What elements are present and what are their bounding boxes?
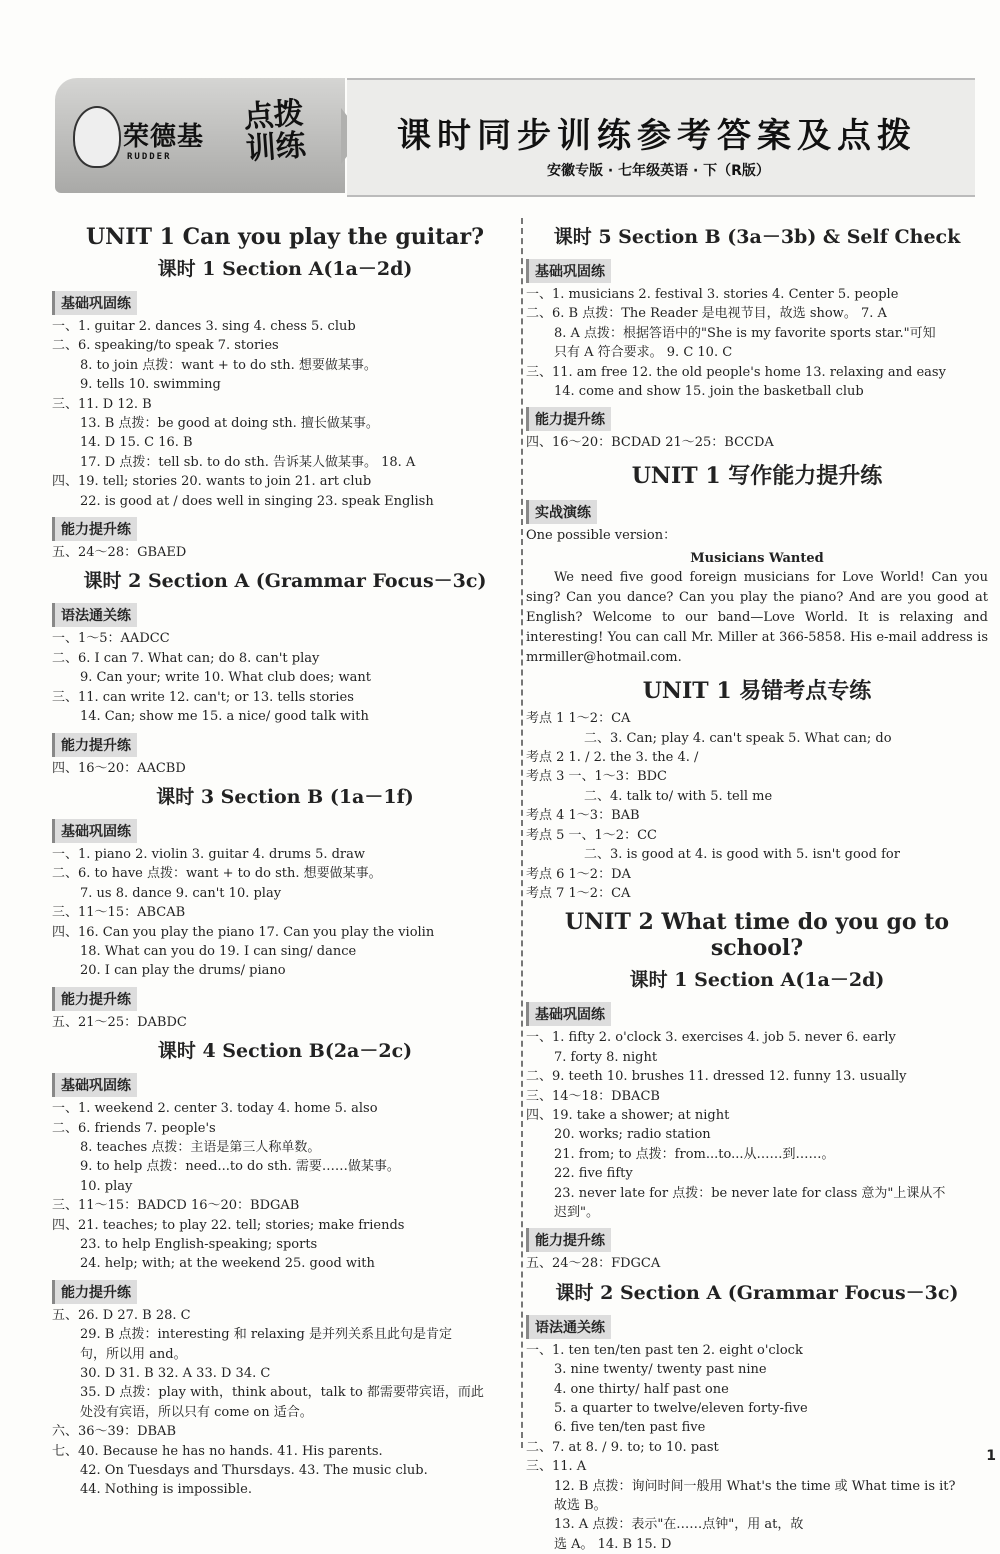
portrait-logo-icon [73,106,121,168]
answer-line: 七、40. Because he has no hands. 41. His parents. [52,1443,383,1459]
answer-line: 14. D 15. C 16. B [80,435,193,451]
section-tag: 能力提升练 [52,733,137,757]
answer-line: 29. B 点拨：interesting 和 relaxing 是并列关系且此句是肯定 [80,1327,452,1343]
section-tag-row [52,813,518,845]
answer-line: 五、26. D 27. B 28. C [52,1307,191,1323]
answer-line: 故选 B。 [554,1498,607,1514]
answer-line: 9. Can your; write 10. What club does; want [80,670,371,686]
answer-line: 四、16～20：AACBD [52,760,186,776]
answer-line: 7. forty 8. night [554,1049,658,1065]
answer-line: 一、1. fifty 2. o'clock 3. exercises 4. job 5. never 6. early [526,1030,896,1046]
answer-line: 14. come and show 15. join the basketball club [554,384,864,400]
answer-line: 二、3. Can; play 4. can't speak 5. What can; do [584,730,892,746]
answer-line: 句，所以用 and。 [80,1346,187,1362]
answer-line: 23. to help English-speaking; sports [80,1237,318,1252]
page-number: 1 [986,1448,996,1464]
section-tag-row [52,511,518,543]
unit-heading: UNIT 2 What time do you go to school? [564,909,950,962]
section-tag-row [526,996,988,1028]
brand-name: 荣德基 [123,122,205,152]
page-title: 课时同步训练参考答案及点拨 [397,116,917,156]
section-tag-row [526,1222,988,1254]
section-tag: 基础巩固练 [52,291,137,315]
unit-heading: UNIT 1 写作能力提升练 [631,462,883,489]
answer-line: 考点 4 1～3：BAB [526,808,640,824]
answer-line: 三、11. D 12. B [52,396,152,412]
answer-line: 四、16～20：BCDAD 21～25：BCCDA [526,435,774,451]
section-tag: 基础巩固练 [526,259,611,283]
section-tag: 能力提升练 [52,517,137,541]
answer-line: 处没有宾语，所以只有 come on 适合。 [80,1404,313,1420]
answer-line: 三、11. am free 12. the old people's home 13. relaxing and easy [526,364,946,380]
answer-line: 44. Nothing is impossible. [80,1482,252,1498]
answer-line: 考点 5 一、1～2：CC [526,827,657,843]
answer-line: 五、21～25：DABDC [52,1014,187,1030]
page-subtitle: 安徽专版 · 七年级英语 · 下（R版） [547,163,770,179]
answer-line: 8. to join 点拨：want + to do sth. 想要做某事。 [80,357,377,373]
badge-line-1: 点拨 [242,95,305,136]
section-tag-row [52,285,518,317]
answer-line: 考点 6 1～2：DA [526,866,631,882]
section-tag: 能力提升练 [526,1228,611,1252]
section-tag: 语法通关练 [526,1315,611,1339]
answer-line: 42. On Tuesdays and Thursdays. 43. The music club. [80,1463,428,1479]
section-tag-row [52,727,518,759]
lesson-heading: 课时 1 Section A(1a－2d) [157,258,413,280]
title-panel [347,78,975,197]
answer-line: 六、36～39：DBAB [52,1424,177,1440]
answer-line: 四、21. teaches; to play 22. tell; stories; make friends [52,1217,405,1233]
answer-line: 20. I can play the drums/ piano [80,963,286,979]
answer-line: 3. nine twenty/ twenty past nine [554,1362,767,1378]
answer-line: 五、24～28：FDGCA [526,1256,661,1272]
answer-line: 22. is good at / does well in singing 23. speak English [80,493,434,509]
answer-line: 24. help; with; at the weekend 25. good with [80,1256,375,1272]
unit-heading: UNIT 1 易错考点专练 [642,678,872,705]
answer-line: 二、7. at 8. / 9. to; to 10. past [526,1439,719,1455]
lesson-heading: 课时 1 Section A(1a－2d) [629,969,885,992]
answer-line: 二、6. I can 7. What can; do 8. can't play [52,650,320,666]
section-tag-row [52,981,518,1013]
answer-line: 18. What can you do 19. I can sing/ dance [80,943,357,959]
section-tag-row [52,1274,518,1306]
series-badge [223,97,328,174]
page-header [55,78,975,193]
section-tag: 基础巩固练 [52,1073,137,1097]
unit-heading: UNIT 1 Can you play the guitar? [86,224,484,250]
answer-line: One possible version： [526,527,677,543]
section-tag-row [526,1309,988,1341]
answer-line: 四、16. Can you play the piano 17. Can you play the violin [52,924,435,940]
answer-line: 考点 7 1～2：CA [526,885,631,901]
answer-line: 四、19. take a shower; at night [526,1107,730,1123]
answer-line: 20. works; radio station [554,1127,711,1143]
answer-line: 8. A 点拨：根据答语中的"She is my favorite sports star."可知 [554,325,936,341]
essay-title: Musicians Wanted [690,551,824,567]
answer-line: 6. five ten/ten past five [554,1420,706,1436]
answer-line: 二、6. to have 点拨：want + to do sth. 想要做某事。 [52,866,382,882]
answer-line: 二、6. friends 7. people's [52,1120,216,1136]
section-tag-row [526,401,988,433]
answer-line: 8. teaches 点拨：主语是第三人称单数。 [80,1139,321,1155]
answer-line: 一、1. ten ten/ten past ten 2. eight o'clock [526,1342,803,1358]
answer-line: 21. from; to 点拨：from...to...从……到……。 [554,1146,835,1162]
answer-line: 三、11～15：ABCAB [52,905,186,921]
answer-line: 二、9. teeth 10. brushes 11. dressed 12. funny 13. usually [526,1069,907,1085]
answer-line: 4. one thirty/ half past one [554,1381,729,1397]
answer-line: 10. play [80,1178,133,1194]
badge-line-2: 训练 [244,127,308,168]
lesson-heading: 课时 4 Section B(2a－2c) [157,1040,413,1063]
answer-line: 三、14～18：DBACB [526,1088,660,1104]
right-column [526,218,988,1554]
answer-line: 一、1. weekend 2. center 3. today 4. home 5. also [52,1101,378,1117]
answer-line: 9. to help 点拨：need...to do sth. 需要……做某事。 [80,1159,400,1175]
answer-line: 23. never late for 点拨：be never late for class 意为"上课从不 [554,1185,946,1201]
answer-line: 一、1. musicians 2. festival 3. stories 4. Center 5. people [526,287,899,302]
answer-line: 二、4. talk to/ with 5. tell me [584,788,773,804]
answer-line: 14. Can; show me 15. a nice/ good talk with [80,709,369,725]
answer-line: 7. us 8. dance 9. can't 10. play [80,885,282,901]
answer-line: 13. B 点拨：be good at doing sth. 擅长做某事。 [80,416,379,432]
column-divider [521,218,523,1448]
lesson-heading: 课时 5 Section B (3a－3b) & Self Check [553,226,961,248]
answer-line: 22. five fifty [554,1166,633,1182]
answer-line: 12. B 点拨：询问时间一般用 What's the time 或 What time is it? [554,1478,956,1494]
lesson-heading: 课时 2 Section A (Grammar Focus－3c) [83,570,487,593]
section-tag-row [52,597,518,629]
answer-line: 四、19. tell; stories 20. wants to join 21. art club [52,474,372,490]
answer-line: 二、6. speaking/to speak 7. stories [52,338,279,354]
answer-line: 9. tells 10. swimming [80,377,221,393]
section-tag: 能力提升练 [52,987,137,1011]
answer-line: 五、24～28：GBAED [52,545,187,561]
answer-line: 二、3. is good at 4. is good with 5. isn't good for [584,847,900,863]
section-tag: 基础巩固练 [526,1002,611,1026]
answer-line: 一、1. piano 2. violin 3. guitar 4. drums 5. draw [52,846,366,862]
answer-line: 30. D 31. B 32. A 33. D 34. C [80,1366,271,1382]
answer-line: 选 A。 14. B 15. D [554,1536,672,1552]
answer-line: 考点 3 一、1～3：BDC [526,769,668,785]
left-column [52,218,518,1500]
answer-line: 三、11～15：BADCD 16～20：BDGAB [52,1198,300,1214]
answer-line: 一、1～5：AADCC [52,631,170,647]
answer-line: 17. D 点拨：tell sb. to do sth. 告诉某人做某事。 18. A [80,454,416,470]
section-tag-row [526,253,988,285]
answer-line: 5. a quarter to twelve/eleven forty-five [554,1401,808,1416]
section-tag: 能力提升练 [52,1280,137,1304]
answer-line: 考点 2 1. / 2. the 3. the 4. / [526,750,699,766]
lesson-heading: 课时 2 Section A (Grammar Focus－3c) [555,1281,959,1304]
section-tag: 基础巩固练 [52,819,137,843]
answer-line: 只有 A 符合要求。 9. C 10. C [554,345,733,361]
section-tag-row [526,494,988,526]
answer-line: 三、11. A [526,1459,587,1475]
answer-line: 一、1. guitar 2. dances 3. sing 4. chess 5. club [52,319,356,334]
answer-line: 迟到"。 [554,1204,599,1220]
essay-body: We need five good foreign musicians for Love World! Can you sing? Can you dance? Can you play the piano? And are you good at English? Welcome to our band—Love World. It is relaxing and interesting! You can call Mr. Miller at 366-5858. His e-mail address is mrmiller@hotmail.com. [526,570,988,666]
answer-line: 考点 1 1～2：CA [526,711,631,727]
lesson-heading: 课时 3 Section B (1a－1f) [156,785,414,808]
section-tag: 能力提升练 [526,407,611,431]
answer-line: 13. A 点拨：表示"在……点钟"，用 at，故 [554,1517,804,1533]
answer-line: 35. D 点拨：play with，think about，talk to 都需要带宾语，而此 [80,1385,484,1401]
answer-line: 二、6. B 点拨：The Reader 是电视节目，故选 show。 7. A [526,306,887,322]
answer-line: 三、11. can write 12. can't; or 13. tells stories [52,689,354,705]
brand-subtext: RUDDER [127,152,172,162]
section-tag: 语法通关练 [52,603,137,627]
section-tag: 实战演练 [526,500,597,524]
section-tag-row [52,1067,518,1099]
brand-logo-panel [55,78,345,193]
